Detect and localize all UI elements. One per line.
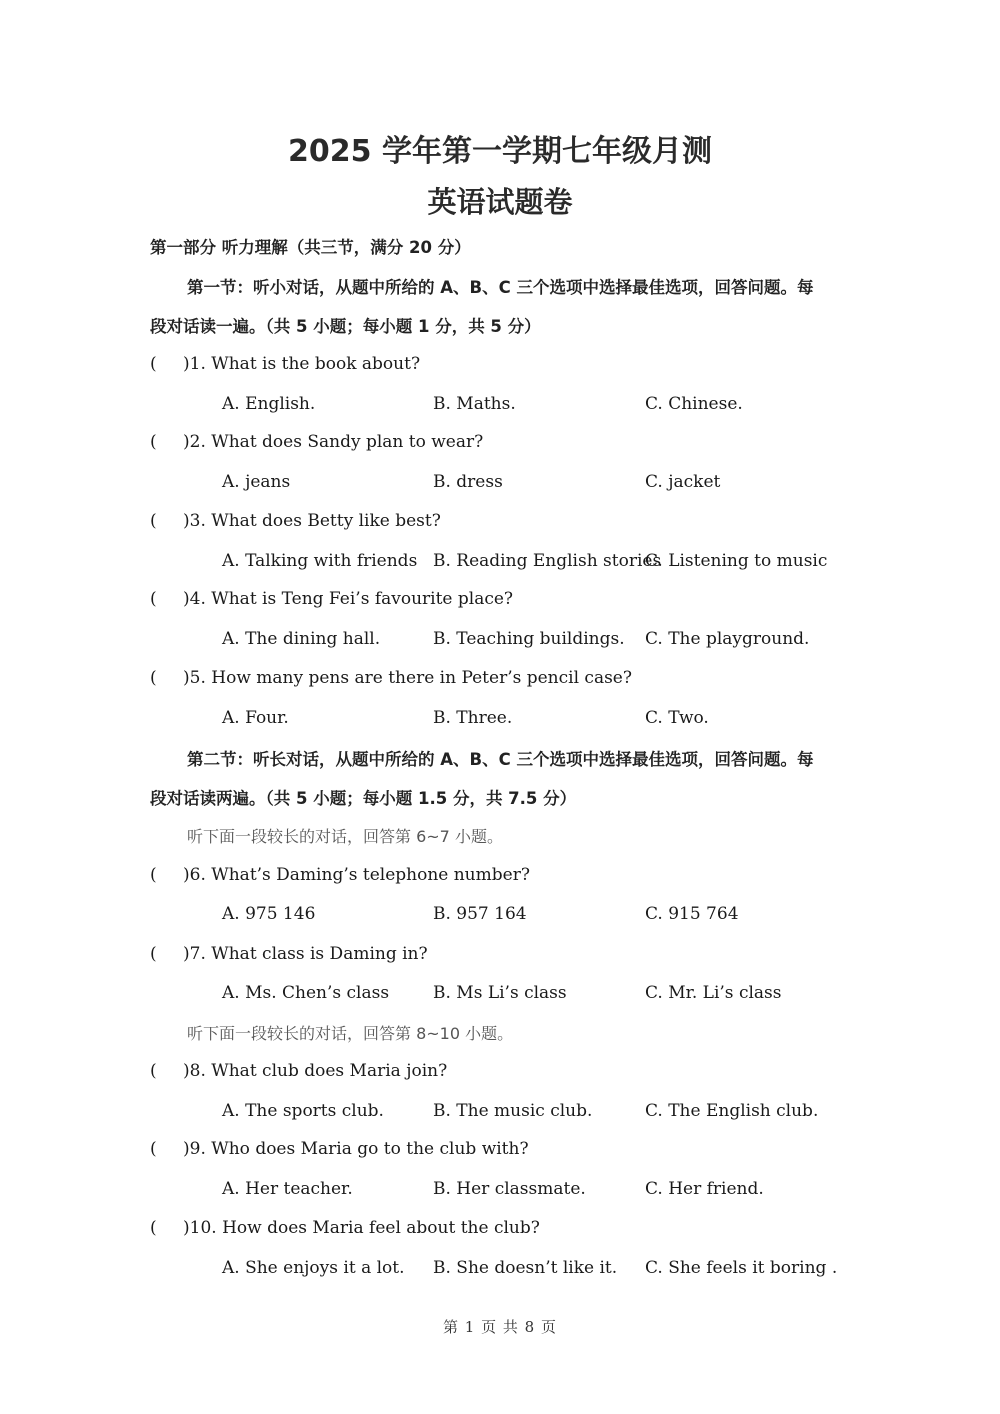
q4-option-c: C. The playground. (645, 629, 810, 649)
q8-option-a: A. The sports club. (222, 1101, 384, 1121)
q8-option-c: C. The English club. (645, 1101, 819, 1121)
answer-paren: ( (150, 511, 157, 531)
q9-option-c: C. Her friend. (645, 1179, 764, 1199)
question-1: )1. What is the book about? (183, 354, 421, 374)
answer-paren: ( (150, 668, 157, 688)
q2-option-c: C. jacket (645, 472, 721, 492)
question-10: )10. How does Maria feel about the club? (183, 1218, 540, 1238)
q3-option-b: B. Reading English stories (433, 551, 662, 571)
exam-title: 2025 学年第一学期七年级月测 (288, 134, 712, 169)
q2-option-b: B. dress (433, 472, 503, 492)
q5-option-b: B. Three. (433, 708, 513, 728)
answer-paren: ( (150, 354, 157, 374)
q8-option-b: B. The music club. (433, 1101, 593, 1121)
q10-option-b: B. She doesn’t like it. (433, 1258, 618, 1278)
answer-paren: ( (150, 944, 157, 964)
section1-instruction-line2: 段对话读一遍。（共 5 小题；每小题 1 分，共 5 分） (150, 317, 541, 336)
part1-heading: 第一部分 听力理解（共三节，满分 20 分） (150, 238, 471, 257)
q4-option-b: B. Teaching buildings. (433, 629, 625, 649)
q7-option-b: B. Ms Li’s class (433, 983, 567, 1003)
q6-option-c: C. 915 764 (645, 904, 739, 924)
section2-instruction-line2: 段对话读两遍。（共 5 小题；每小题 1.5 分，共 7.5 分） (150, 789, 577, 808)
answer-paren: ( (150, 589, 157, 609)
q10-option-a: A. She enjoys it a lot. (222, 1258, 405, 1278)
q3-option-a: A. Talking with friends (222, 551, 418, 571)
answer-paren: ( (150, 865, 157, 885)
q6-option-a: A. 975 146 (222, 904, 316, 924)
q1-option-c: C. Chinese. (645, 394, 743, 414)
question-4: )4. What is Teng Fei’s favourite place? (183, 589, 514, 609)
question-5: )5. How many pens are there in Peter’s pencil case? (183, 668, 632, 688)
answer-paren: ( (150, 1218, 157, 1238)
dialogue-note-8-10: 听下面一段较长的对话，回答第 8~10 小题。 (187, 1024, 514, 1043)
q5-option-c: C. Two. (645, 708, 709, 728)
question-9: )9. Who does Maria go to the club with? (183, 1139, 529, 1159)
answer-paren: ( (150, 432, 157, 452)
dialogue-note-6-7: 听下面一段较长的对话，回答第 6~7 小题。 (187, 827, 503, 846)
q5-option-a: A. Four. (222, 708, 289, 728)
q3-option-c: C. Listening to music (645, 551, 828, 571)
q1-option-a: A. English. (222, 394, 316, 414)
question-8: )8. What club does Maria join? (183, 1061, 448, 1081)
answer-paren: ( (150, 1061, 157, 1081)
exam-subtitle: 英语试题卷 (427, 185, 573, 219)
question-2: )2. What does Sandy plan to wear? (183, 432, 484, 452)
q1-option-b: B. Maths. (433, 394, 516, 414)
section2-instruction-line1: 第二节：听长对话，从题中所给的 A、B、C 三个选项中选择最佳选项，回答问题。每 (187, 750, 814, 769)
question-7: )7. What class is Daming in? (183, 944, 428, 964)
q7-option-a: A. Ms. Chen’s class (222, 983, 390, 1003)
question-3: )3. What does Betty like best? (183, 511, 441, 531)
q7-option-c: C. Mr. Li’s class (645, 983, 782, 1003)
q6-option-b: B. 957 164 (433, 904, 527, 924)
q9-option-a: A. Her teacher. (222, 1179, 353, 1199)
section1-instruction-line1: 第一节：听小对话，从题中所给的 A、B、C 三个选项中选择最佳选项，回答问题。每 (187, 278, 814, 297)
q2-option-a: A. jeans (222, 472, 291, 492)
q9-option-b: B. Her classmate. (433, 1179, 586, 1199)
question-6: )6. What’s Daming’s telephone number? (183, 865, 530, 885)
q10-option-c: C. She feels it boring . (645, 1258, 838, 1278)
page-footer: 第 1 页 共 8 页 (443, 1318, 557, 1336)
q4-option-a: A. The dining hall. (222, 629, 381, 649)
answer-paren: ( (150, 1139, 157, 1159)
